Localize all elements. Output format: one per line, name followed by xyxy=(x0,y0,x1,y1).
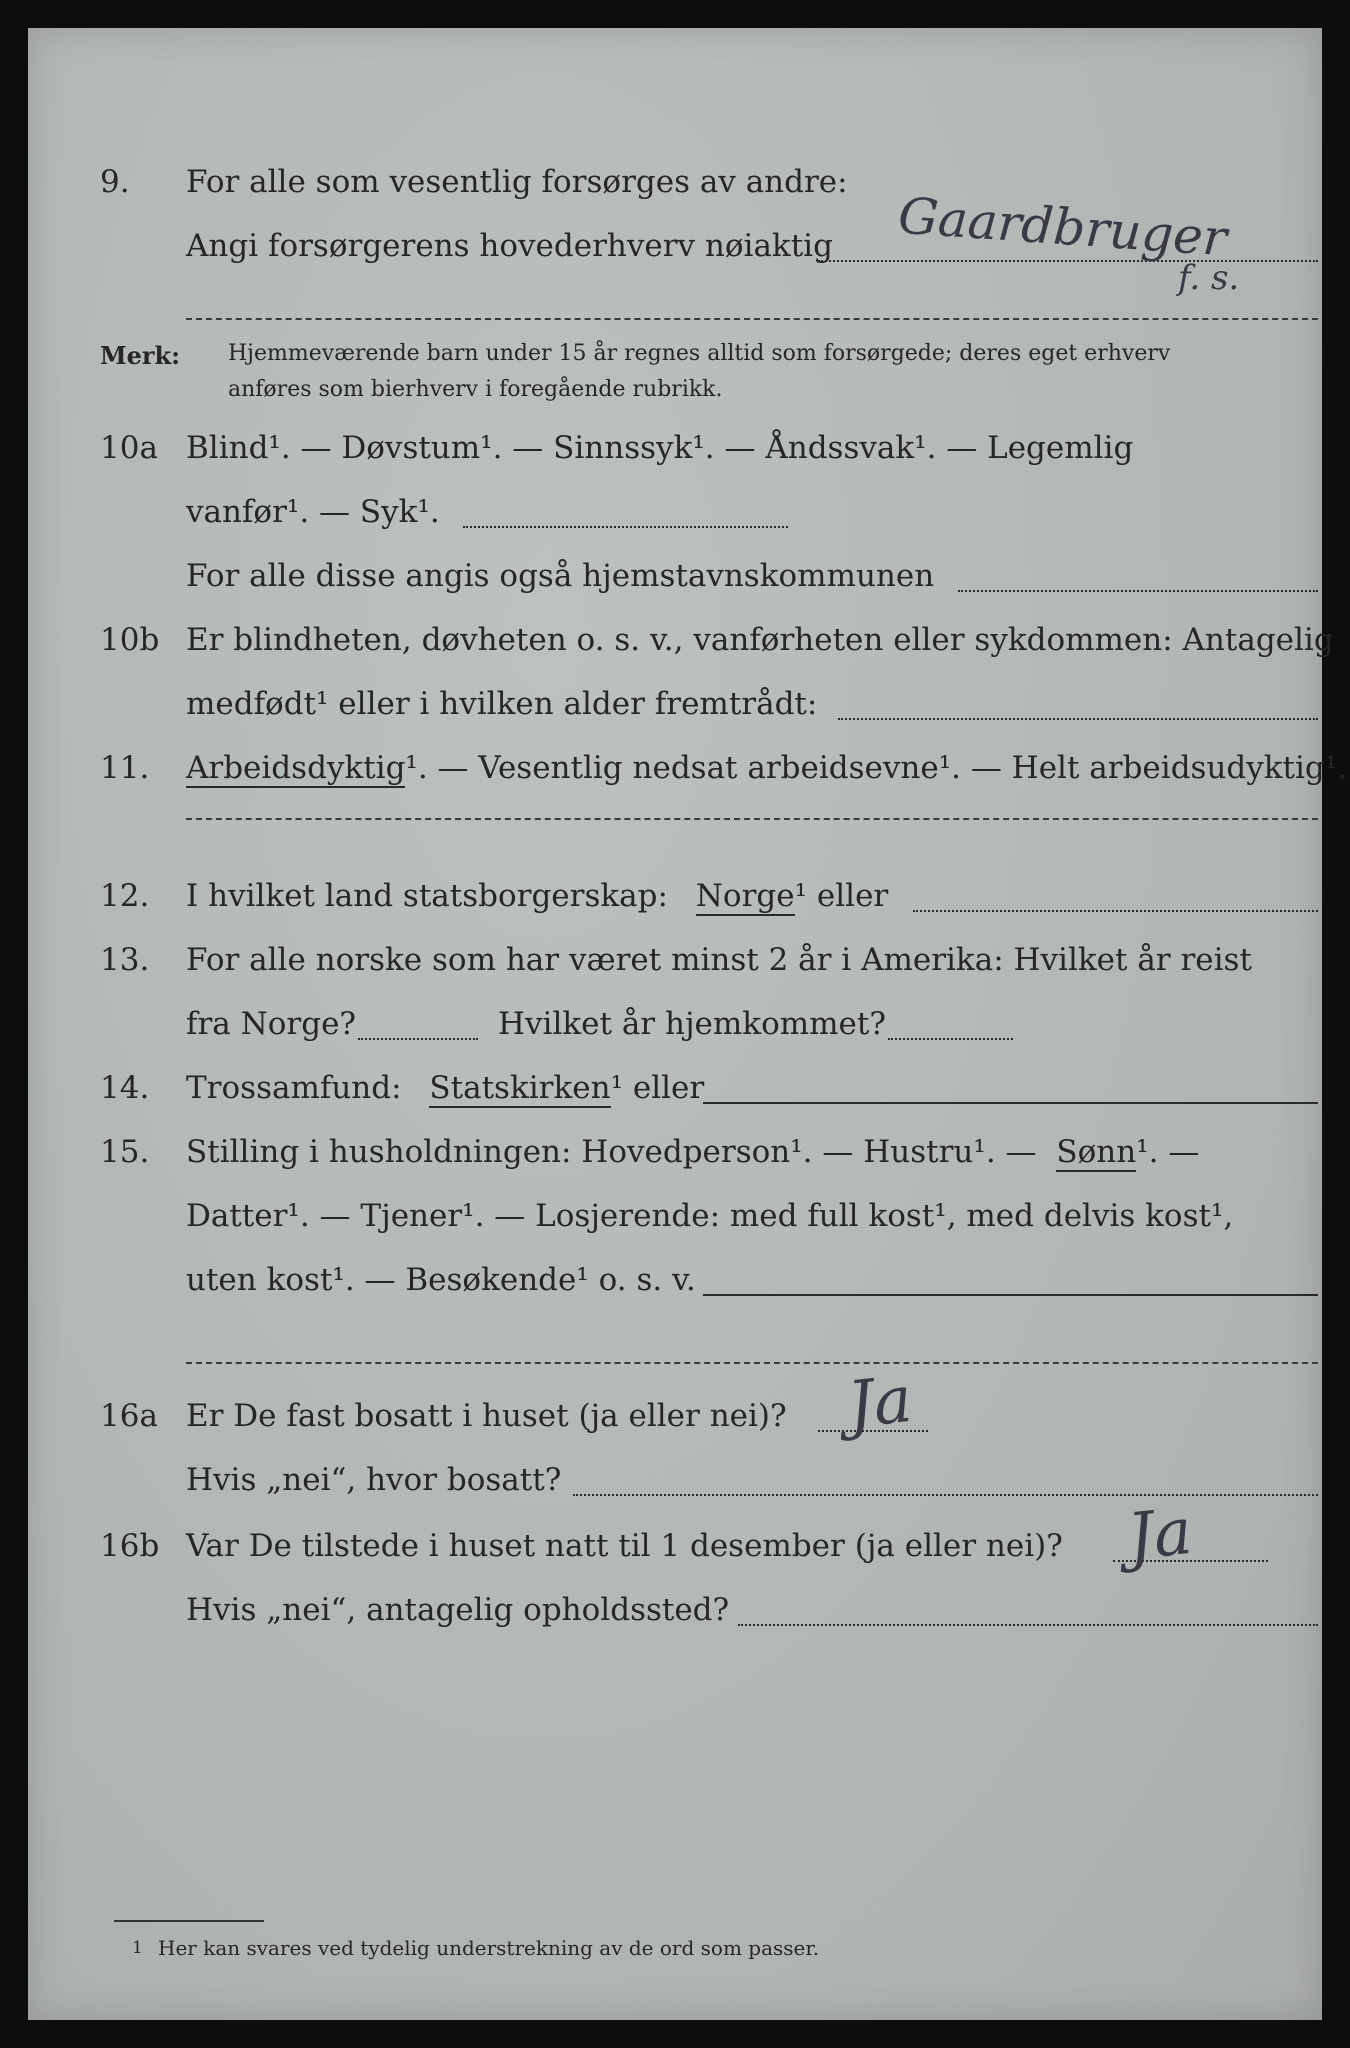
q10a-line3: For alle disse angis også hjemstavnskommunen xyxy=(186,558,935,594)
q9-line2: Angi forsørgerens hovederhverv nøiaktig xyxy=(186,228,833,264)
q15-number: 15. xyxy=(100,1134,150,1170)
q15-line3: uten kost¹. — Besøkende¹ o. s. v. xyxy=(186,1262,696,1298)
q13-number: 13. xyxy=(100,942,150,978)
q9-handwritten-answer: Gaardbruger xyxy=(896,186,1229,268)
q16b-line2: Hvis „nei“, antagelig opholdssted? xyxy=(186,1592,730,1628)
footnote-mark: 1 xyxy=(132,1938,143,1958)
q10b-line1: Er blindheten, døvheten o. s. v., vanførheten eller sykdommen: Antagelig xyxy=(186,622,1334,658)
q16a-line2-fill xyxy=(573,1494,1318,1496)
q12-fill xyxy=(913,910,1318,912)
q16b-line1: Var De tilstede i huset natt til 1 desember (ja eller nei)? xyxy=(186,1528,1063,1564)
q13-fill-b xyxy=(888,1038,1013,1040)
q16b-handwritten-answer: Ja xyxy=(1124,1494,1196,1576)
q14-line xyxy=(186,1066,704,1110)
merk-label: Merk: xyxy=(100,341,180,370)
q9-number: 9. xyxy=(100,164,130,200)
q14-text: Trossamfund: xyxy=(186,1070,402,1106)
q11-rest: ¹. — Vesentlig nedsat arbeidsevne¹. — Helt arbeidsudyktig¹. xyxy=(405,750,1348,786)
q10a-number: 10a xyxy=(100,430,158,466)
q9-line1: For alle som vesentlig forsørges av andre: xyxy=(186,164,848,200)
q14-number: 14. xyxy=(100,1070,150,1106)
q10b-line2: medfødt¹ eller i hvilken alder fremtrådt: xyxy=(186,686,818,722)
merk-line2: anføres som bierhverv i foregående rubrikk. xyxy=(228,377,723,402)
q10a-line2-fill xyxy=(463,526,788,528)
q16a-line2: Hvis „nei“, hvor bosatt? xyxy=(186,1462,562,1498)
q16a-handwritten-answer: Ja xyxy=(844,1362,916,1444)
q10b-number: 10b xyxy=(100,622,160,658)
q16b-line2-fill xyxy=(738,1624,1318,1626)
q15-fill xyxy=(703,1294,1318,1296)
footnote-text: Her kan svares ved tydelig understrekning av de ord som passer. xyxy=(158,1936,820,1960)
q10b-line2-fill xyxy=(838,718,1318,720)
q15-line2: Datter¹. — Tjener¹. — Losjerende: med full kost¹, med delvis kost¹, xyxy=(186,1198,1234,1234)
q12-text: I hvilket land statsborgerskap: xyxy=(186,878,668,914)
q13-line2b: Hvilket år hjemkommet? xyxy=(498,1006,886,1042)
q11-option-selected: Arbeidsdyktig xyxy=(186,750,406,786)
q14-option-selected: Statskirken xyxy=(429,1070,611,1106)
q13-fill-a xyxy=(358,1038,478,1040)
q12-number: 12. xyxy=(100,878,150,914)
q15-line1 xyxy=(186,1130,1199,1174)
footnote-rule xyxy=(114,1920,264,1922)
q11-number: 11. xyxy=(100,750,150,786)
q13-line1: For alle norske som har været minst 2 år i Amerika: Hvilket år reist xyxy=(186,942,1252,978)
q15-line1b: ¹. — xyxy=(1136,1134,1200,1170)
q16a-line1: Er De fast bosatt i huset (ja eller nei)? xyxy=(186,1398,787,1434)
q9-answer-line xyxy=(818,260,1318,262)
merk-line1: Hjemmeværende barn under 15 år regnes alltid som forsørgede; deres eget erhverv xyxy=(228,341,1171,366)
q10a-line1: Blind¹. — Døvstum¹. — Sinnssyk¹. — Åndssvak¹. — Legemlig xyxy=(186,430,1134,466)
q15-divider xyxy=(186,1362,1318,1364)
q11-line xyxy=(186,746,1347,790)
q15-option-selected: Sønn xyxy=(1056,1134,1137,1170)
q12-line xyxy=(186,874,888,918)
q12-suffix: ¹ eller xyxy=(794,878,889,914)
q16b-number: 16b xyxy=(100,1528,160,1564)
q15-line1a: Stilling i husholdningen: Hovedperson¹. — Hustru¹. — xyxy=(186,1134,1037,1170)
q10a-line3-fill xyxy=(958,590,1318,592)
q10a-line2: vanfør¹. — Syk¹. xyxy=(186,494,440,530)
q12-option-selected: Norge xyxy=(695,878,795,914)
q9-handwritten-note: f. s. xyxy=(1178,258,1240,298)
q14-suffix: ¹ eller xyxy=(610,1070,705,1106)
q9-divider xyxy=(186,318,1318,320)
q16a-number: 16a xyxy=(100,1398,158,1434)
q14-fill xyxy=(703,1102,1318,1104)
q13-line2a: fra Norge? xyxy=(186,1006,357,1042)
q11-divider xyxy=(186,818,1318,820)
census-form-page xyxy=(28,28,1348,2020)
